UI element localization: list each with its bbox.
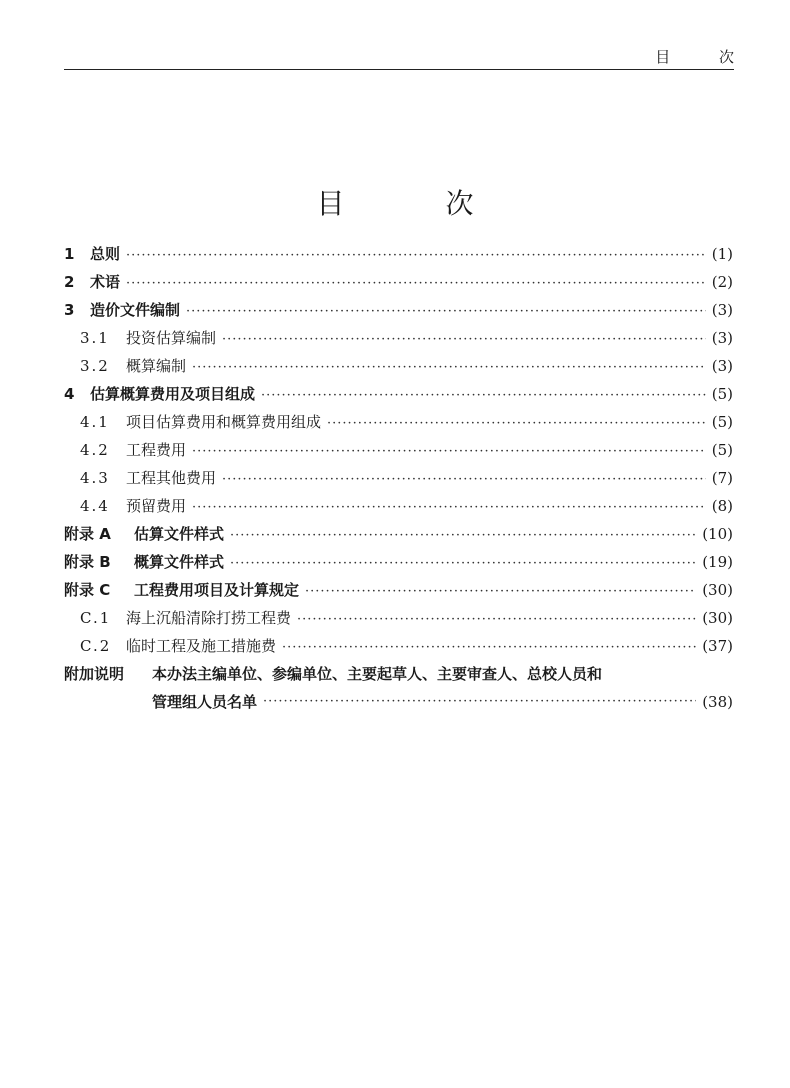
toc-entry[interactable] xyxy=(64,436,733,464)
toc-leader-dots xyxy=(263,688,696,716)
toc-entry-label: 术语 xyxy=(90,273,121,291)
toc-entry-page: (30) xyxy=(702,609,733,627)
toc-entry-page: (1) xyxy=(711,245,733,263)
toc-leader-dots xyxy=(261,382,706,410)
toc-entry[interactable] xyxy=(64,604,733,632)
toc-note-text-line1: 本办法主编单位、参编单位、主要起草人、主要审查人、总校人员和 xyxy=(152,665,603,683)
toc-entry-page: (8) xyxy=(711,497,733,515)
toc-entry-number: 4.1 xyxy=(80,413,110,431)
toc-entry[interactable] xyxy=(64,548,733,576)
toc-entry-page: (2) xyxy=(711,273,733,291)
toc-note-num: 附加说明 xyxy=(64,665,125,683)
toc-entry-number: 4 xyxy=(64,385,75,403)
toc-entry-number: C.1 xyxy=(80,609,112,627)
toc-entry[interactable] xyxy=(64,296,733,324)
toc-leader-dots xyxy=(305,578,696,606)
toc-entry-page: (3) xyxy=(711,301,733,319)
toc-leader-dots xyxy=(297,606,696,634)
toc-entry[interactable] xyxy=(64,324,733,352)
toc-entry-label: 概算编制 xyxy=(126,357,187,375)
toc-entry-number: 4.2 xyxy=(80,441,110,459)
toc-entry-page: (5) xyxy=(711,413,733,431)
toc-leader-dots xyxy=(230,550,696,578)
toc-leader-dots xyxy=(192,438,706,466)
toc-entry-label: 概算文件样式 xyxy=(134,553,225,571)
toc-entry-page: (10) xyxy=(702,525,733,543)
toc-entries xyxy=(64,240,733,660)
toc-entry[interactable] xyxy=(64,380,733,408)
toc-entry-number: 附录 B xyxy=(64,553,111,571)
toc-entry-page: (3) xyxy=(711,357,733,375)
toc-entry-label: 临时工程及施工措施费 xyxy=(126,637,277,655)
toc-leader-dots xyxy=(126,270,706,298)
toc-entry[interactable] xyxy=(64,240,733,268)
running-header xyxy=(64,46,756,67)
toc-leader-dots xyxy=(282,634,696,662)
toc-leader-dots xyxy=(192,494,706,522)
toc-entry-label: 估算文件样式 xyxy=(134,525,225,543)
toc-entry-number: 附录 A xyxy=(64,525,111,543)
toc-entry-page: (37) xyxy=(702,637,733,655)
toc-entry-label: 工程费用 xyxy=(126,441,187,459)
toc-entry-page: (3) xyxy=(711,329,733,347)
toc-entry-number: 3.1 xyxy=(80,329,110,347)
toc-entry-label: 估算概算费用及项目组成 xyxy=(90,385,256,403)
header-rule xyxy=(64,69,734,70)
toc-entry-label: 项目估算费用和概算费用组成 xyxy=(126,413,322,431)
page-title xyxy=(0,182,790,222)
toc-entry-label: 投资估算编制 xyxy=(126,329,217,347)
toc-note-line2[interactable] xyxy=(64,688,733,716)
toc-leader-dots xyxy=(186,298,706,326)
running-header-title: 目 次 xyxy=(655,48,756,66)
toc-entry[interactable] xyxy=(64,352,733,380)
toc-entry[interactable] xyxy=(64,268,733,296)
toc-entry-label: 造价文件编制 xyxy=(90,301,181,319)
toc-entry-label: 工程其他费用 xyxy=(126,469,217,487)
toc-entry-number: C.2 xyxy=(80,637,112,655)
toc-leader-dots xyxy=(222,326,706,354)
toc-entry-number: 2 xyxy=(64,273,75,291)
toc-entry-number: 1 xyxy=(64,245,75,263)
toc-entry[interactable] xyxy=(64,632,733,660)
toc-leader-dots xyxy=(230,522,696,550)
toc-entry-number: 3.2 xyxy=(80,357,110,375)
toc-entry[interactable] xyxy=(64,464,733,492)
toc-leader-dots xyxy=(327,410,706,438)
toc-entry-page: (5) xyxy=(711,385,733,403)
page-title-text: 目 次 xyxy=(316,187,520,220)
toc-entry[interactable] xyxy=(64,576,733,604)
toc-entry-label: 总则 xyxy=(90,245,121,263)
toc-leader-dots xyxy=(222,466,706,494)
toc-entry[interactable] xyxy=(64,520,733,548)
toc-entry-page: (19) xyxy=(702,553,733,571)
toc-entry-page: (30) xyxy=(702,581,733,599)
toc-entry-label: 工程费用项目及计算规定 xyxy=(134,581,300,599)
toc-entry-label: 预留费用 xyxy=(126,497,187,515)
toc-entry[interactable] xyxy=(64,492,733,520)
table-of-contents xyxy=(64,240,733,716)
toc-entry-label: 海上沉船清除打捞工程费 xyxy=(126,609,292,627)
toc-entry-page: (7) xyxy=(711,469,733,487)
toc-note-text-line2: 管理组人员名单 xyxy=(152,693,258,711)
toc-leader-dots xyxy=(192,354,706,382)
toc-note-page: (38) xyxy=(702,693,733,711)
toc-entry[interactable] xyxy=(64,408,733,436)
toc-leader-dots xyxy=(126,242,706,270)
toc-note-line1[interactable] xyxy=(64,660,733,688)
toc-entry-page: (5) xyxy=(711,441,733,459)
toc-entry-number: 3 xyxy=(64,301,75,319)
toc-entry-number: 附录 C xyxy=(64,581,111,599)
toc-entry-number: 4.3 xyxy=(80,469,110,487)
toc-entry-number: 4.4 xyxy=(80,497,110,515)
